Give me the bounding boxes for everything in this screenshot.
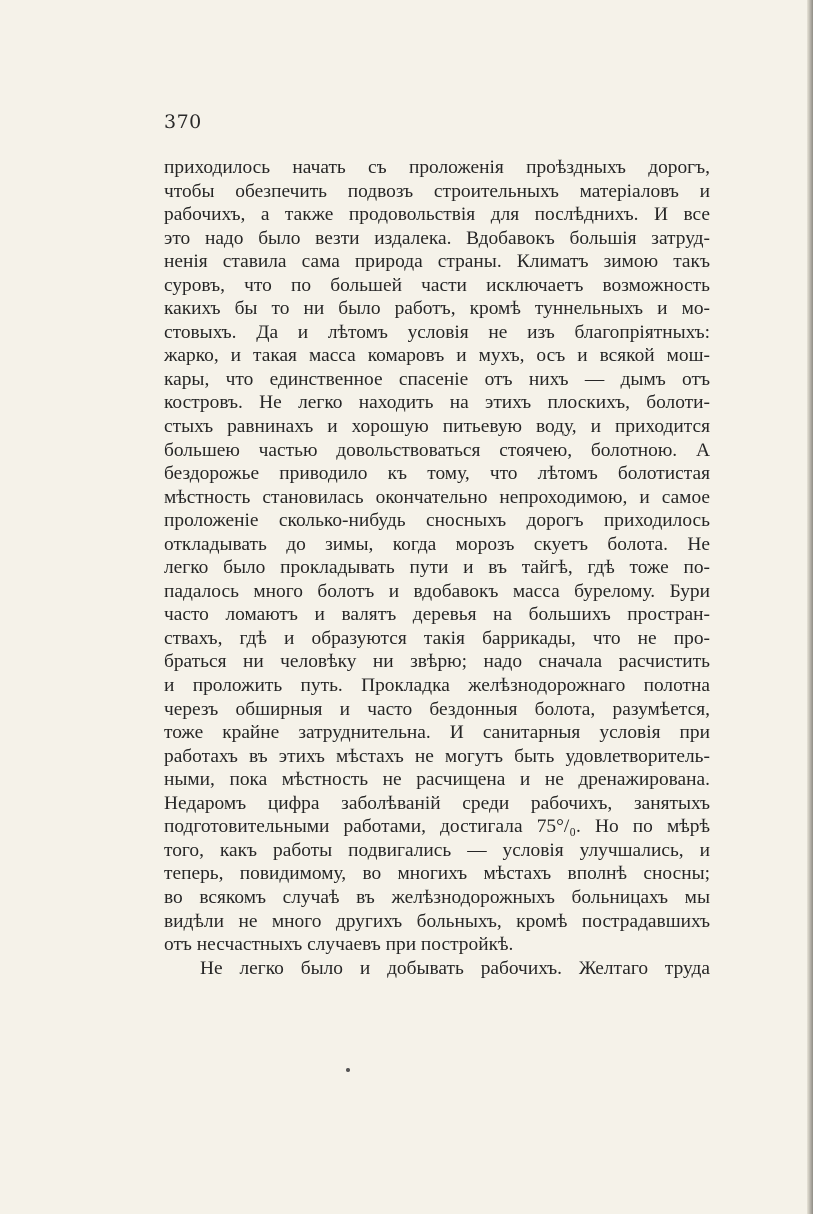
- text-line: ствахъ, гдѣ и образуются такія баррикады, что не про-: [164, 627, 710, 649]
- text-line: мѣстность становилась окончательно непроходимою, и самое: [164, 486, 710, 508]
- paragraph-start-line: Не легко было и добывать рабочихъ. Желтаго труда: [200, 957, 710, 979]
- text-line: видѣли не много другихъ больныхъ, кромѣ пострадавшихъ: [164, 910, 710, 932]
- text-line: кары, что единственное спасеніе отъ нихъ — дымъ отъ: [164, 368, 710, 390]
- text-line: тоже крайне затруднительна. И санитарныя условія при: [164, 722, 710, 744]
- print-speck: [346, 1068, 350, 1072]
- text-line: приходилось начать съ проложенія проѣздныхъ дорогъ,: [164, 157, 710, 178]
- text-line: стовыхъ. Да и лѣтомъ условія не изъ благопріятныхъ:: [164, 321, 710, 343]
- text-line: откладывать до зимы, когда морозъ скуетъ болота. Не: [164, 533, 710, 555]
- text-line: черезъ обширныя и часто бездонныя болота, разумѣется,: [164, 698, 710, 720]
- text-line: теперь, повидимому, во многихъ мѣстахъ вполнѣ сносны;: [164, 863, 710, 885]
- text-line: костровъ. Не легко находить на этихъ плоскихъ, болоти-: [164, 392, 710, 414]
- text-line: проложеніе сколько-нибудь сносныхъ дорогъ приходилось: [164, 510, 710, 532]
- text-line: бездорожье приводило къ тому, что лѣтомъ болотистая: [164, 463, 710, 485]
- text-line: ненія ставила сама природа страны. Климатъ зимою такъ: [164, 251, 710, 273]
- text-line: это надо было везти издалека. Вдобавокъ большія затруд-: [164, 227, 710, 249]
- text-line: работахъ въ этихъ мѣстахъ не могутъ быть удовлетворитель-: [164, 745, 710, 767]
- page-edge-shadow: [807, 0, 813, 1214]
- body-text: [164, 156, 710, 980]
- text-line: часто ломаютъ и валятъ деревья на большихъ простран-: [164, 604, 710, 626]
- text-line: жарко, и такая масса комаровъ и мухъ, осъ и всякой мош-: [164, 345, 710, 367]
- text-line: чтобы обезпечить подвозъ строительныхъ матеріаловъ и: [164, 180, 710, 202]
- text-line: браться ни человѣку ни звѣрю; надо сначала расчистить: [164, 651, 710, 673]
- paragraph-end-line: отъ несчастныхъ случаевъ при постройкѣ.: [164, 934, 514, 956]
- text-line: большею частью довольствоваться стоячею, болотною. А: [164, 439, 710, 461]
- page-number: 370: [164, 111, 202, 133]
- text-line: ными, пока мѣстность не расчищена и не дренажирована.: [164, 769, 710, 791]
- text-line: какихъ бы то ни было работъ, кромѣ туннельныхъ и мо-: [164, 298, 710, 320]
- text-line: суровъ, что по большей части исключаетъ возможность: [164, 274, 710, 296]
- text-line: и проложить путь. Прокладка желѣзнодорожнаго полотна: [164, 675, 710, 697]
- text-line: падалось много болотъ и вдобавокъ масса бурелому. Бури: [164, 580, 710, 602]
- text-line: стыхъ равнинахъ и хорошую питьевую воду, и приходится: [164, 416, 710, 438]
- text-line: Недаромъ цифра заболѣваній среди рабочихъ, занятыхъ: [164, 792, 710, 814]
- text-line: того, какъ работы подвигались — условія улучшались, и: [164, 839, 710, 861]
- text-line: подготовительными работами, достигала 75°/₀. Но по мѣрѣ: [164, 816, 710, 838]
- text-line: легко было прокладывать пути и въ тайгѣ, гдѣ тоже по-: [164, 557, 710, 579]
- text-line: во всякомъ случаѣ въ желѣзнодорожныхъ больницахъ мы: [164, 886, 710, 908]
- text-line: рабочихъ, а также продовольствія для послѣднихъ. И все: [164, 204, 710, 226]
